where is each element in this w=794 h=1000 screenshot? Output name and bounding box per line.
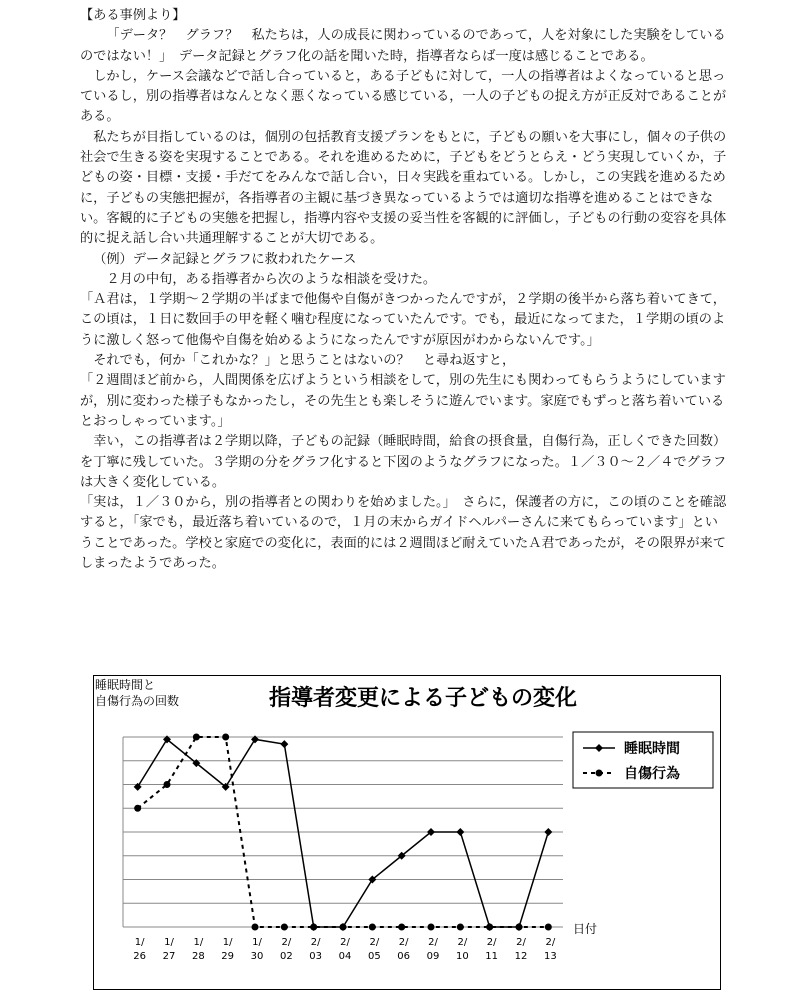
- chart-title: 指導者変更による子どもの変化: [268, 686, 578, 711]
- x-tick-label: 27: [162, 951, 176, 962]
- data-point: [193, 734, 200, 741]
- document-body: [80, 6, 730, 574]
- data-point: [457, 924, 464, 931]
- data-point: [369, 924, 376, 931]
- paragraph: ２月の中旬，ある指導者から次のような相談を受けた。: [106, 271, 437, 287]
- data-point: [252, 924, 259, 931]
- x-tick-label: 2/: [545, 937, 556, 948]
- data-point: [281, 924, 288, 931]
- x-tick-label: 11: [485, 951, 499, 962]
- legend-label-sleep: 睡眠時間: [624, 741, 680, 757]
- x-tick-label: 12: [514, 951, 528, 962]
- x-tick-label: 2/: [457, 937, 468, 948]
- x-tick-label: 04: [338, 951, 352, 962]
- x-tick-label: 2/: [516, 937, 526, 948]
- x-tick-label: 09: [426, 951, 440, 962]
- x-axis-label: 日付: [573, 922, 598, 936]
- x-tick-label: 2/: [486, 937, 497, 948]
- x-tick-label: 13: [543, 951, 557, 962]
- legend-label-selfharm: 自傷行為: [624, 766, 680, 782]
- legend: [573, 732, 713, 788]
- x-tick-label: 2/: [398, 937, 409, 948]
- line-chart: [93, 675, 721, 990]
- paragraph: しかし，ケース会議などで話し合っていると，ある子どもに対して，一人の指導者はよくなっていると思っているし，別の指導者はなんとなく悪くなっている感じている，一人の子どもの捉え方が正反対であることがある。: [80, 68, 727, 125]
- y-axis-label-line1: 睡眠時間と: [95, 678, 156, 692]
- x-tick-label: 1/: [222, 937, 233, 948]
- x-tick-label: 1/: [134, 937, 145, 948]
- quote: 「Ａ君は，１学期～２学期の半ばまで他傷や自傷がきつかったんですが，２学期の後半から落ち着いてきて，この頃は，１日に数回手の甲を軽く噛む程度になっていたんです。でも，最近になってまた，１学期の頃のように激しく怒って他傷や自傷を始めるようになったんですが原因がわからないんです。」: [80, 292, 726, 348]
- x-tick-label: 05: [367, 951, 381, 962]
- quote: 「２週間ほど前から，人間関係を広げようという相談をして，別の先生にも関わってもらうようにしていますが，別に変わった様子もなかったし，その先生とも楽しそうに遊んでいます。家庭でもずっと落ち着いているとおっしゃっています。」: [80, 373, 726, 429]
- paragraph: それでも，何か「これかな？」と思うことはないの？ と尋ね返すと，: [93, 353, 516, 369]
- case-heading: （例）データ記録とグラフに救われたケース: [93, 251, 357, 267]
- data-point: [428, 924, 435, 931]
- x-tick-label: 06: [397, 951, 411, 962]
- data-point: [398, 924, 405, 931]
- data-point: [340, 924, 347, 931]
- paragraph: 「データ？ グラフ？ 私たちは，人の成長に関わっているのであって，人を対象にした実験をしているのではない！」 データ記録とグラフ化の話を聞いた時，指導者ならば一度は感じることである。: [80, 28, 726, 64]
- y-axis-label-line2: 自傷行為の回数: [95, 694, 180, 708]
- legend-marker-selfharm: [596, 770, 603, 777]
- x-tick-label: 2/: [340, 937, 350, 948]
- data-point: [486, 924, 493, 931]
- section-heading: 【ある事例より】: [80, 8, 186, 23]
- x-tick-label: 10: [455, 951, 469, 962]
- x-tick-label: 2/: [369, 937, 380, 948]
- x-tick-label: 2/: [281, 937, 292, 948]
- x-tick-label: 02: [279, 951, 293, 962]
- data-point: [164, 781, 171, 788]
- paragraph: 幸い，この指導者は２学期以降，子どもの記録（睡眠時間，給食の摂食量，自傷行為，正しくできた回数）を丁寧に残していた。３学期の分をグラフ化すると下図のようなグラフになった。１／３０～２／４でグラフは大きく変化している。: [80, 434, 727, 490]
- x-tick-label: 28: [191, 951, 205, 962]
- x-tick-label: 1/: [193, 937, 204, 948]
- data-point: [222, 734, 229, 741]
- x-tick-label: 03: [309, 951, 323, 962]
- data-point: [545, 924, 552, 931]
- x-tick-label: 2/: [428, 937, 438, 948]
- x-tick-label: 29: [221, 951, 235, 962]
- data-point: [134, 805, 141, 812]
- paragraph: 私たちが目指しているのは，個別の包括教育支援プランをもとに，子どもの願いを大事にし，個々の子供の社会で生きる姿を実現することである。それを進めるために，子どもをどうとらえ・どう実現していくか，子どもの姿・目標・支援・手だてをみんなで話し合い，日々実践を重ねている。しかし，この実践を進めるために，子どもの実態把握が，各指導者の主観に基づき異なっているようでは適切な指導を進めることはできない。客観的に子どもの実態を把握し，指導内容や支援の妥当性を客観的に評価し，子どもの行動の変容を具体的に捉え話し合い共通理解することが大切である。: [80, 129, 727, 247]
- x-tick-label: 30: [250, 951, 264, 962]
- data-point: [310, 924, 317, 931]
- x-tick-label: 1/: [252, 937, 262, 948]
- paragraph: 「実は，１／３０から，別の指導者との関わりを始めました。」 さらに，保護者の方に，この頃のことを確認すると，「家でも，最近落ち着いているので，１月の末からガイドヘルパーさんに来てもらっています」ということであった。学校と家庭での変化に，表面的には２週間ほど耐えていたＡ君であったが，その限界が来てしまったようであった。: [80, 495, 727, 572]
- x-tick-label: 26: [133, 951, 147, 962]
- x-tick-label: 2/: [310, 937, 321, 948]
- data-point: [516, 924, 523, 931]
- x-tick-label: 1/: [164, 937, 174, 948]
